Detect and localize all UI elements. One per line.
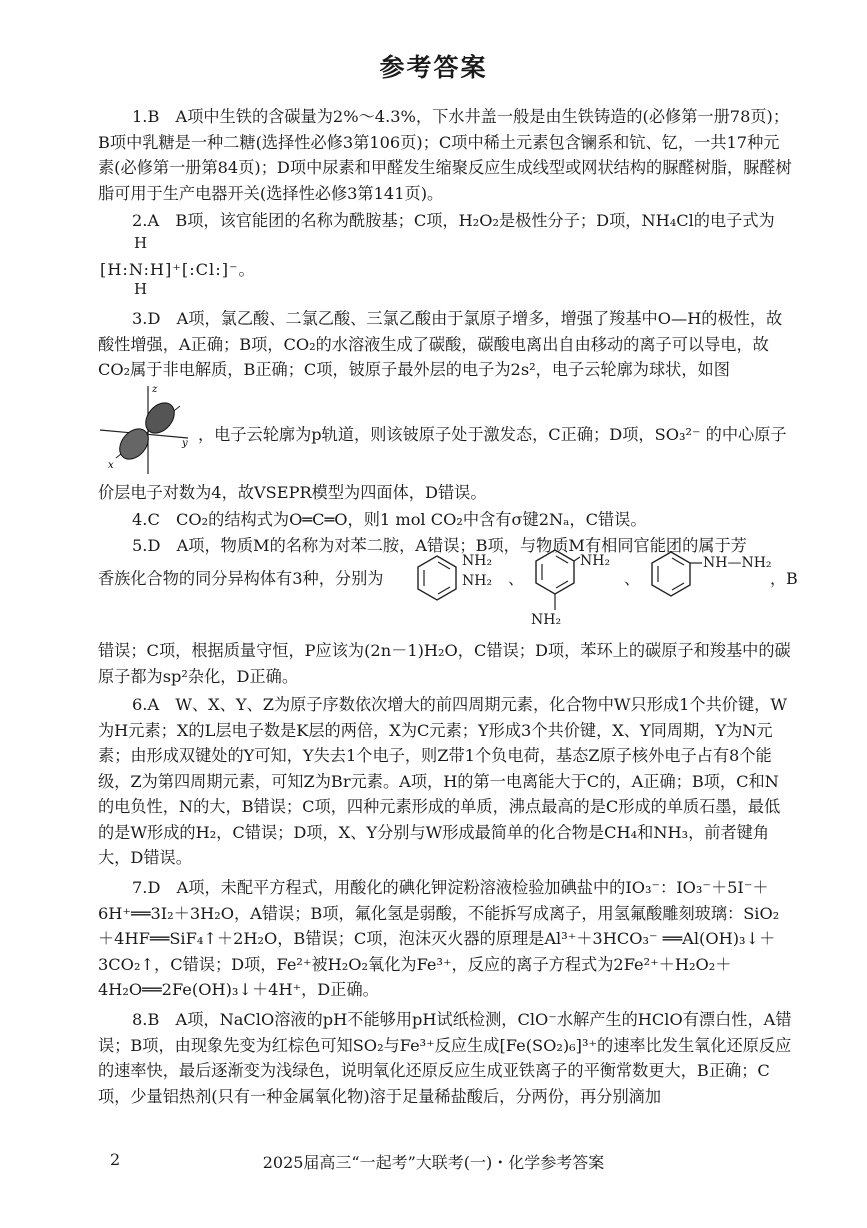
answer-q3-part1: 3.D A项，氯乙酸、二氯乙酸、三氯乙酸由于氯原子增多，增强了羧基中O—H的极性，故酸性增强，A正确；B项，CO₂的水溶液生成了碳酸，碳酸电离出自由移动的离子可以导电，故CO₂属于非电解质，B正确；C项，铍原子最外层的电子为2s²，电子云轮廓为球状，如图 — [98, 309, 783, 379]
axis-z-label: z — [152, 384, 158, 395]
q5-tail: ，B — [770, 569, 798, 588]
axis-y-label: y — [182, 438, 188, 449]
page-number: 2 — [110, 1150, 121, 1169]
s1-nh2-top: NH₂ — [462, 553, 493, 569]
electron-formula-h-top: H — [134, 234, 148, 252]
s2-nh2-right: NH₂ — [580, 553, 611, 569]
page-title: 参考答案 — [379, 53, 488, 82]
p-orbital-figure — [96, 382, 196, 477]
q5-separator-1: 、 — [508, 569, 525, 588]
q5-separator-2: 、 — [624, 569, 641, 588]
footer-title: 2025届高三“一起考”大联考(一)・化学参考答案 — [262, 1153, 605, 1172]
answer-q5-part2: 香族化合物的同分异构体有3种，分别为 — [98, 569, 384, 588]
s3-label: NH—NH₂ — [703, 555, 772, 571]
s1-nh2-bottom: NH₂ — [462, 573, 493, 589]
structure-ortho-diamine — [412, 552, 462, 602]
answer-q3-part2: ，电子云轮廓为p轨道，则该铍原子处于激发态，C正确；D项，SO₃²⁻ 的中心原子 — [198, 425, 787, 444]
answer-q7: 7.D A项，未配平方程式，用酸化的碘化钾淀粉溶液检验加碘盐中的IO₃⁻：IO₃⁻＋5I⁻＋6H⁺══3I₂＋3H₂O，A错误；B项，氟化氢是弱酸，不能拆写成离子，用氢氟酸雕刻玻璃：SiO₂＋4HF══SiF₄↑＋2H₂O，B错误；C项，泡沫灭火器的原理是Al³⁺＋3HCO₃⁻ ══Al(OH)₃↓＋3CO₂↑，C错误；D项，Fe²⁺被H₂O₂氧化为Fe³⁺，反应的离子方程式为2Fe²⁺＋H₂O₂＋4H₂O══2Fe(OH)₃↓＋4H⁺，D正确。 — [98, 878, 780, 999]
answer-q5-part3: 错误；C项，根据质量守恒，P应该为(2n－1)H₂O，C错误；D项，苯环上的碳原子和羧基中的碳原子都为sp²杂化，D正确。 — [98, 641, 791, 686]
answer-q4: 4.C CO₂的结构式为O═C═O，则1 mol CO₂中含有σ键2Nₐ，C错误。 — [132, 510, 647, 529]
answer-q3-part3: 价层电子对数为4，故VSEPR模型为四面体，D错误。 — [98, 483, 487, 502]
answer-q1: 1.B A项中生铁的含碳量为2%～4.3%，下水井盖一般是由生铁铸造的(必修第一册78页)；B项中乳糖是一种二糖(选择性必修3第106页)；C项中稀土元素包含镧系和钪、钇，一共17种元素(必修第一册第84页)；D项中尿素和甲醛发生缩聚反应生成线型或网状结构的脲醛树脂，脲醛树脂可用于生产电器开关(选择性必修3第141页)。 — [98, 107, 792, 203]
electron-formula: [H:N:H]⁺[:Cl:]⁻。 — [100, 260, 256, 279]
structure-phenylhydrazine — [646, 548, 702, 598]
electron-formula-h-bottom: H — [134, 280, 148, 298]
answer-q8: 8.B A项，NaClO溶液的pH不能够用pH试纸检测，ClO⁻水解产生的HClO有漂白性，A错误；B项，由现象先变为红棕色可知SO₂与Fe³⁺反应生成[Fe(SO₂)₆]³⁺的速率比发生氧化还原反应的速率快，最后逐渐变为浅绿色，说明氧化还原反应生成亚铁离子的平衡常数更大，B正确；C项，少量铝热剂(只有一种金属氧化物)溶于足量稀盐酸后，分两份，再分别滴加 — [98, 1010, 792, 1106]
answer-q6: 6.A W、X、Y、Z为原子序数依次增大的前四周期元素，化合物中W只形成1个共价键，W为H元素；X的L层电子数是K层的两倍，X为C元素；Y形成3个共价键，X、Y同周期，Y为N元素；由形成双键处的Y可知，Y失去1个电子，则Z带1个负电荷，基态Z原子核外电子占有8个能级，Z为第四周期元素，可知Z为Br元素。A项，H的第一电离能大于C的，A正确；B项，C和N的电负性，N的大，B错误；C项，四种元素形成的单质，沸点最高的是C形成的单质石墨，最低的是W形成的H₂，C错误；D项，X、Y分别与W形成最简单的化合物是CH₄和NH₃，前者键角大，D错误。 — [98, 695, 787, 867]
answer-q2: 2.A B项，该官能团的名称为酰胺基；C项，H₂O₂是极性分子；D项，NH₄Cl的电子式为 — [132, 211, 775, 230]
axis-x-label: x — [108, 460, 114, 471]
structure-meta-diamine — [530, 546, 580, 612]
s2-nh2-bottom: NH₂ — [531, 612, 562, 628]
answer-q5-part1: 5.D A项，物质M的名称为对苯二胺，A错误；B项，与物质M有相同官能团的属于芳 — [132, 536, 747, 555]
